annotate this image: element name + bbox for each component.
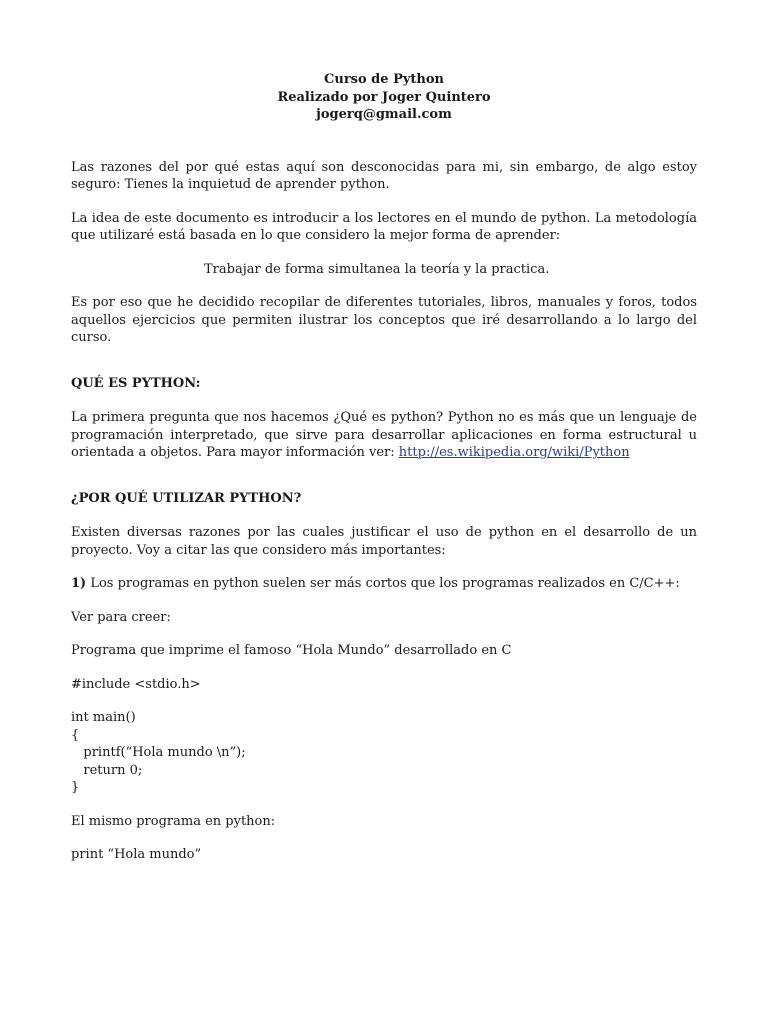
- intro-paragraph-3: Es por eso que he decidido recopilar de diferentes tutoriales, libros, manuales y foros, todos aquellos ejercicios que permiten ilustrar los conceptos que iré desarrollando a lo largo del curso.: [71, 295, 697, 345]
- document-header: [71, 71, 697, 124]
- document-author: Realizado por Joger Quintero: [277, 89, 491, 105]
- document-email: jogerq@gmail.com: [316, 107, 452, 122]
- c-program-intro: Programa que imprime el famoso “Hola Mundo” desarrollado en C: [71, 643, 512, 658]
- what-is-python-text: La primera pregunta que nos hacemos ¿Qué es python? Python no es más que un lenguaje de programación interpretado, que sirve para desarrollar aplicaciones en forma estructural u orientada a objetos. Para mayor información ver:: [71, 410, 697, 460]
- see-to-believe: Ver para creer:: [71, 609, 171, 625]
- reason-1-text: Los programas en python suelen ser más cortos que los programas realizados en C/C++:: [86, 576, 680, 591]
- c-include-line: #include <stdio.h>: [71, 676, 201, 692]
- c-code-block: int main() { printf(“Hola mundo \n”); return 0; }: [71, 710, 246, 795]
- document-title: Curso de Python: [324, 72, 444, 87]
- section-heading-what-is-python: QUÉ ES PYTHON:: [71, 375, 201, 391]
- why-python-paragraph: Existen diversas razones por las cuales justificar el uso de python en el desarrollo de un proyecto. Voy a citar las que considero más importantes:: [71, 525, 697, 558]
- wikipedia-link[interactable]: http://es.wikipedia.org/wiki/Python: [398, 445, 630, 460]
- reason-1-number: 1): [71, 576, 87, 591]
- intro-paragraph-1: Las razones del por qué estas aquí son desconocidas para mi, sin embargo, de algo estoy seguro: Tienes la inquietud de aprender python.: [71, 159, 697, 192]
- document-content: [71, 71, 697, 880]
- python-program-intro: El mismo programa en python:: [71, 813, 276, 829]
- what-is-python-paragraph: [71, 409, 697, 462]
- python-code-line: print “Hola mundo”: [71, 847, 202, 862]
- reason-1: [71, 575, 697, 593]
- methodology-quote: Trabajar de forma simultanea la teoría y la practica.: [204, 261, 550, 277]
- intro-paragraph-2: La idea de este documento es introducir a los lectores en el mundo de python. La metodología que utilizaré está basada en lo que considero la mejor forma de aprender:: [71, 210, 697, 243]
- section-heading-why-python: ¿POR QUÉ UTILIZAR PYTHON?: [71, 490, 302, 506]
